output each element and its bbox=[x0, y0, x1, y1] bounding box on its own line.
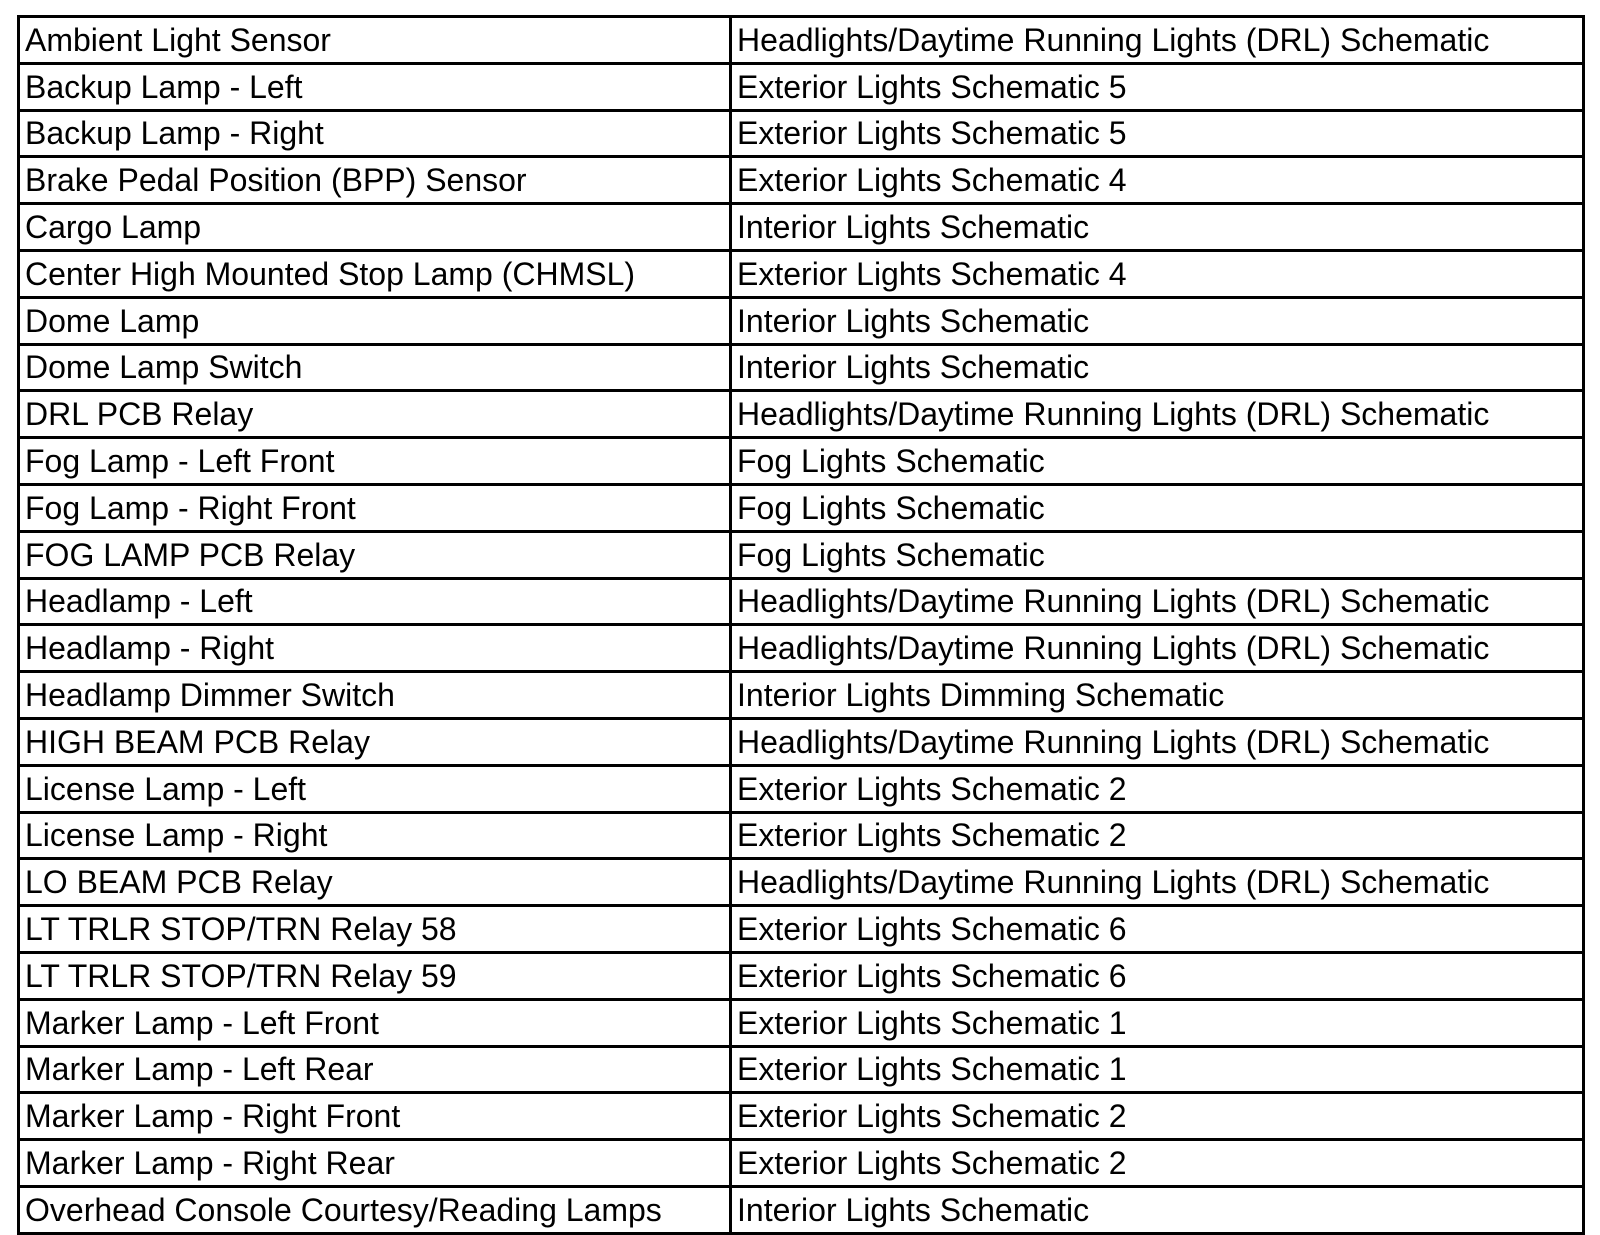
component-name-cell: Brake Pedal Position (BPP) Sensor bbox=[19, 157, 731, 204]
table-row bbox=[19, 906, 1584, 953]
table-row bbox=[19, 484, 1584, 531]
component-name-cell: Dome Lamp Switch bbox=[19, 344, 731, 391]
component-name-cell: Headlamp - Left bbox=[19, 578, 731, 625]
table-row bbox=[19, 672, 1584, 719]
component-name-cell: Fog Lamp - Left Front bbox=[19, 438, 731, 485]
table-row bbox=[19, 438, 1584, 485]
schematic-reference-cell: Headlights/Daytime Running Lights (DRL) Schematic bbox=[731, 17, 1584, 64]
table-row bbox=[19, 344, 1584, 391]
table-row bbox=[19, 578, 1584, 625]
component-name-cell: Marker Lamp - Left Rear bbox=[19, 1046, 731, 1093]
schematic-reference-cell: Headlights/Daytime Running Lights (DRL) Schematic bbox=[731, 391, 1584, 438]
schematic-reference-cell: Exterior Lights Schematic 4 bbox=[731, 250, 1584, 297]
schematic-reference-cell: Interior Lights Dimming Schematic bbox=[731, 672, 1584, 719]
table-row bbox=[19, 952, 1584, 999]
schematic-reference-cell: Exterior Lights Schematic 5 bbox=[731, 110, 1584, 157]
component-name-cell: Marker Lamp - Left Front bbox=[19, 999, 731, 1046]
table-row bbox=[19, 718, 1584, 765]
component-name-cell: Dome Lamp bbox=[19, 297, 731, 344]
table-row bbox=[19, 1046, 1584, 1093]
component-schematic-table bbox=[17, 15, 1585, 1235]
table-row bbox=[19, 204, 1584, 251]
schematic-reference-cell: Headlights/Daytime Running Lights (DRL) Schematic bbox=[731, 859, 1584, 906]
table-row bbox=[19, 765, 1584, 812]
table-row bbox=[19, 812, 1584, 859]
component-name-cell: Ambient Light Sensor bbox=[19, 17, 731, 64]
schematic-reference-cell: Exterior Lights Schematic 6 bbox=[731, 906, 1584, 953]
table-row bbox=[19, 1140, 1584, 1187]
table-row bbox=[19, 157, 1584, 204]
table-row bbox=[19, 625, 1584, 672]
table-row bbox=[19, 391, 1584, 438]
table-row bbox=[19, 63, 1584, 110]
component-name-cell: LO BEAM PCB Relay bbox=[19, 859, 731, 906]
schematic-reference-cell: Exterior Lights Schematic 2 bbox=[731, 1093, 1584, 1140]
component-name-cell: Fog Lamp - Right Front bbox=[19, 484, 731, 531]
schematic-reference-cell: Interior Lights Schematic bbox=[731, 297, 1584, 344]
component-name-cell: LT TRLR STOP/TRN Relay 59 bbox=[19, 952, 731, 999]
component-name-cell: Backup Lamp - Right bbox=[19, 110, 731, 157]
table-row bbox=[19, 531, 1584, 578]
schematic-reference-cell: Exterior Lights Schematic 1 bbox=[731, 999, 1584, 1046]
schematic-reference-cell: Headlights/Daytime Running Lights (DRL) Schematic bbox=[731, 578, 1584, 625]
schematic-reference-cell: Exterior Lights Schematic 6 bbox=[731, 952, 1584, 999]
table-row bbox=[19, 17, 1584, 64]
schematic-reference-cell: Exterior Lights Schematic 4 bbox=[731, 157, 1584, 204]
table-row bbox=[19, 859, 1584, 906]
component-name-cell: Center High Mounted Stop Lamp (CHMSL) bbox=[19, 250, 731, 297]
schematic-reference-cell: Exterior Lights Schematic 2 bbox=[731, 765, 1584, 812]
component-name-cell: Overhead Console Courtesy/Reading Lamps bbox=[19, 1186, 731, 1233]
table-row bbox=[19, 999, 1584, 1046]
table-row bbox=[19, 110, 1584, 157]
component-name-cell: Cargo Lamp bbox=[19, 204, 731, 251]
schematic-reference-cell: Interior Lights Schematic bbox=[731, 204, 1584, 251]
component-name-cell: Marker Lamp - Right Front bbox=[19, 1093, 731, 1140]
component-name-cell: Marker Lamp - Right Rear bbox=[19, 1140, 731, 1187]
schematic-reference-cell: Interior Lights Schematic bbox=[731, 344, 1584, 391]
component-name-cell: Headlamp - Right bbox=[19, 625, 731, 672]
schematic-reference-cell: Exterior Lights Schematic 1 bbox=[731, 1046, 1584, 1093]
table-row bbox=[19, 297, 1584, 344]
schematic-reference-cell: Exterior Lights Schematic 5 bbox=[731, 63, 1584, 110]
table-body bbox=[19, 17, 1584, 1234]
component-name-cell: Backup Lamp - Left bbox=[19, 63, 731, 110]
schematic-reference-cell: Exterior Lights Schematic 2 bbox=[731, 812, 1584, 859]
schematic-reference-cell: Interior Lights Schematic bbox=[731, 1186, 1584, 1233]
component-name-cell: DRL PCB Relay bbox=[19, 391, 731, 438]
component-name-cell: HIGH BEAM PCB Relay bbox=[19, 718, 731, 765]
schematic-reference-cell: Headlights/Daytime Running Lights (DRL) Schematic bbox=[731, 625, 1584, 672]
schematic-reference-cell: Headlights/Daytime Running Lights (DRL) Schematic bbox=[731, 718, 1584, 765]
schematic-reference-cell: Exterior Lights Schematic 2 bbox=[731, 1140, 1584, 1187]
component-name-cell: Headlamp Dimmer Switch bbox=[19, 672, 731, 719]
table-row bbox=[19, 250, 1584, 297]
table-row bbox=[19, 1186, 1584, 1233]
table-row bbox=[19, 1093, 1584, 1140]
schematic-reference-cell: Fog Lights Schematic bbox=[731, 531, 1584, 578]
component-name-cell: License Lamp - Right bbox=[19, 812, 731, 859]
component-name-cell: License Lamp - Left bbox=[19, 765, 731, 812]
component-name-cell: FOG LAMP PCB Relay bbox=[19, 531, 731, 578]
schematic-reference-cell: Fog Lights Schematic bbox=[731, 484, 1584, 531]
schematic-reference-cell: Fog Lights Schematic bbox=[731, 438, 1584, 485]
component-name-cell: LT TRLR STOP/TRN Relay 58 bbox=[19, 906, 731, 953]
